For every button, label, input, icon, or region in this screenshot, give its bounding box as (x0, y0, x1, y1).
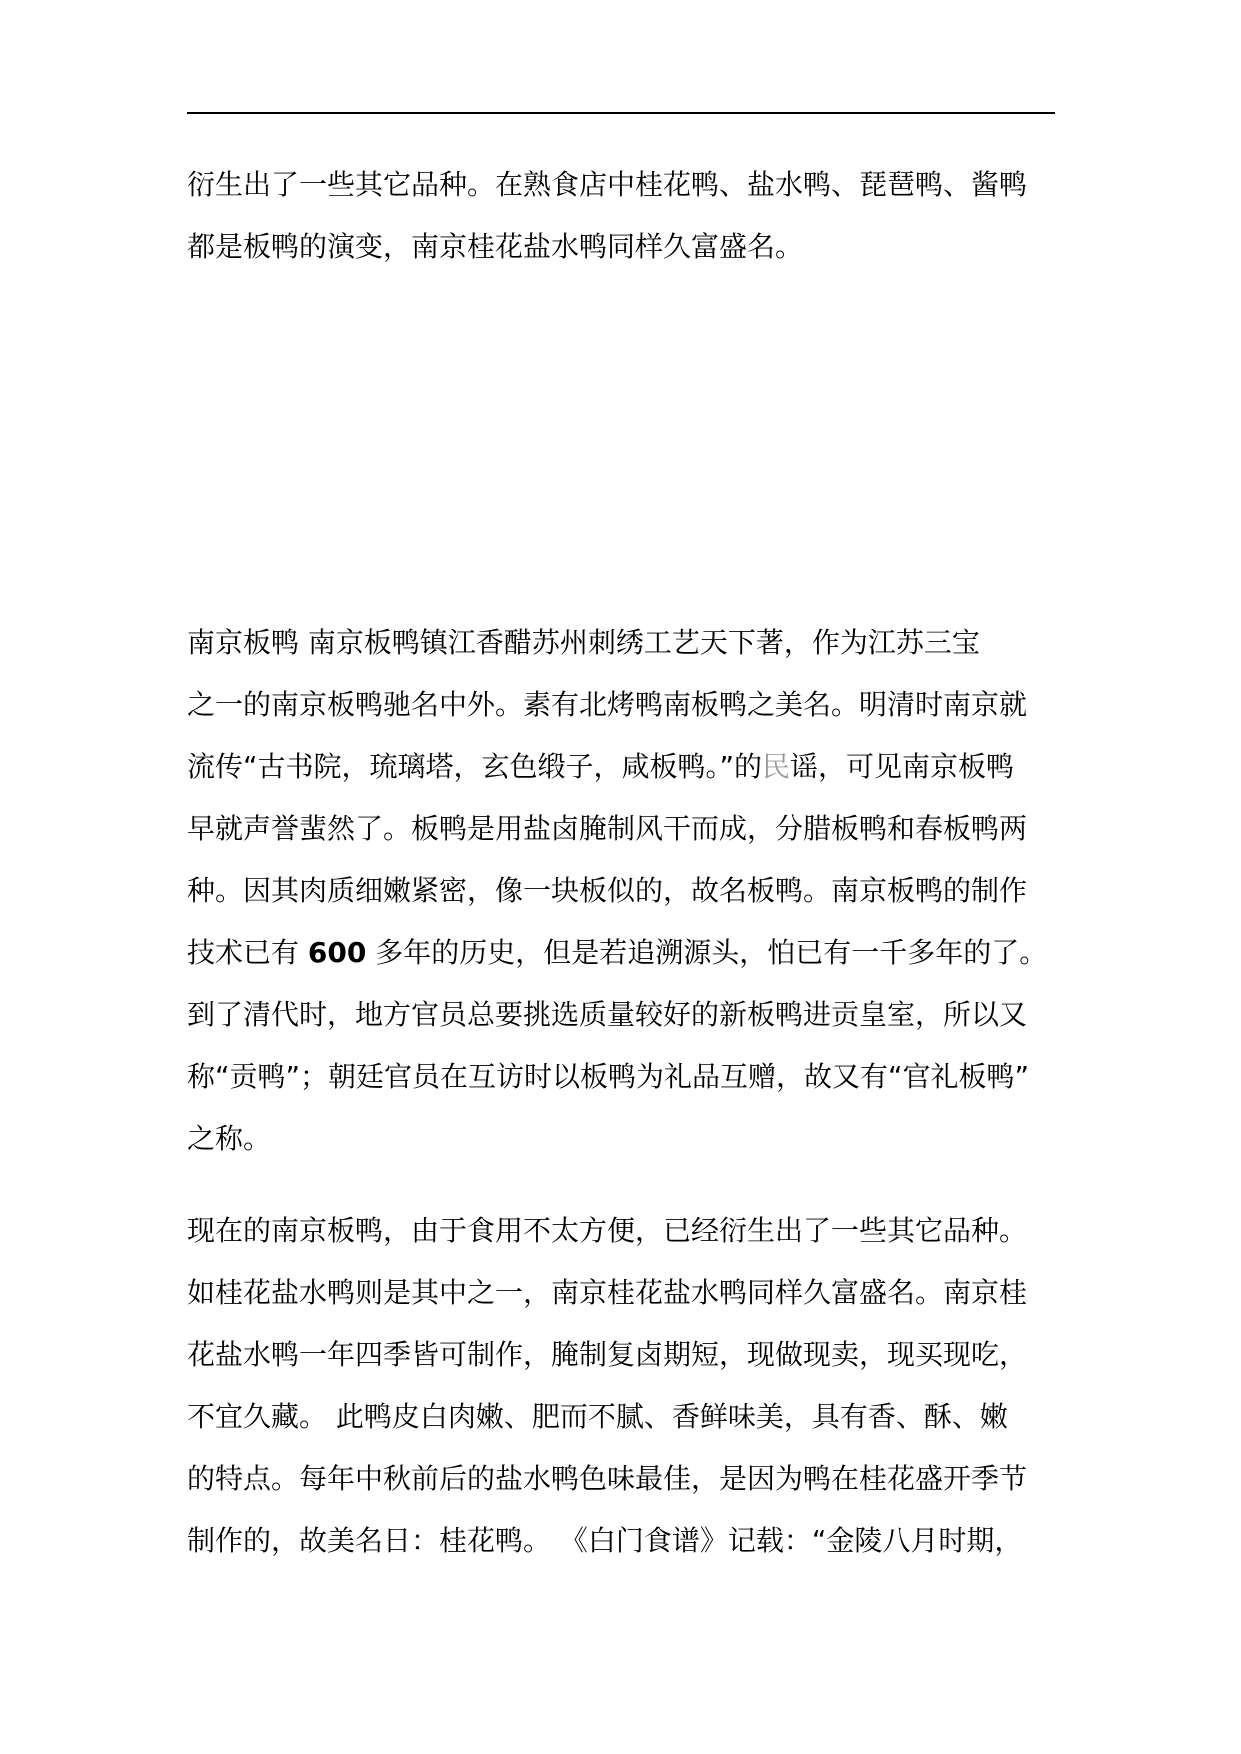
paragraph-line: 不宜久藏。 此鸭皮白肉嫩、肥而不腻、香鲜味美，具有香、酥、嫩 (187, 1400, 1008, 1433)
yanshuiya-paragraph (187, 1200, 1057, 1572)
paragraph-line (187, 736, 1057, 798)
paragraph-line: 早就声誉蜚然了。板鸭是用盐卤腌制风干而成，分腊板鸭和春板鸭两 (187, 812, 1028, 845)
paragraph-line: 到了清代时，地方官员总要挑选质量较好的新板鸭进贡皇室，所以又 (187, 998, 1028, 1031)
paragraph-line: 的特点。每年中秋前后的盐水鸭色味最佳，是因为鸭在桂花盛开季节 (187, 1462, 1028, 1495)
line-text: 多年的历史，但是若追溯源头，怕已有一千多年的了。 (366, 936, 1048, 969)
line-text: 技术已有 (187, 936, 308, 969)
paragraph-line: 现在的南京板鸭，由于食用不太方便，已经衍生出了一些其它品种。 (187, 1214, 1028, 1247)
paragraph-line: 都是板鸭的演变，南京桂花盐水鸭同样久富盛名。 (187, 230, 804, 263)
header-rule (187, 112, 1055, 114)
paragraph-line: 花盐水鸭一年四季皆可制作，腌制复卤期短，现做现卖，现买现吃， (187, 1338, 1028, 1371)
paragraph-line: 制作的，故美名日：桂花鸭。 《白门食谱》记载：“金陵八月时期， (187, 1524, 1023, 1557)
continuation-paragraph (187, 154, 1057, 278)
nanjing-banya-paragraph (187, 612, 1057, 1170)
line-text: 流传“古书院，琉璃塔，玄色缎子，咸板鸭。”的 (187, 750, 763, 783)
gray-character: 民 (762, 750, 791, 783)
line-text: 谣，可见南京板鸭 (790, 750, 1015, 783)
paragraph-line: 南京板鸭 南京板鸭镇江香醋苏州刺绣工艺天下著，作为江苏三宝 (187, 626, 980, 659)
paragraph-line: 称“贡鸭”；朝廷官员在互访时以板鸭为礼品互赠，故又有“官礼板鸭” (187, 1060, 1030, 1093)
paragraph-line: 之称。 (187, 1122, 272, 1155)
paragraph-line: 种。因其肉质细嫩紧密，像一块板似的，故名板鸭。南京板鸭的制作 (187, 874, 1028, 907)
paragraph-line: 之一的南京板鸭驰名中外。素有北烤鸭南板鸭之美名。明清时南京就 (187, 688, 1028, 721)
paragraph-line (187, 922, 1057, 984)
paragraph-line: 如桂花盐水鸭则是其中之一，南京桂花盐水鸭同样久富盛名。南京桂 (187, 1276, 1028, 1309)
year-number: 600 (307, 936, 367, 969)
paragraph-line: 衍生出了一些其它品种。在熟食店中桂花鸭、盐水鸭、琵琶鸭、酱鸭 (187, 168, 1028, 201)
